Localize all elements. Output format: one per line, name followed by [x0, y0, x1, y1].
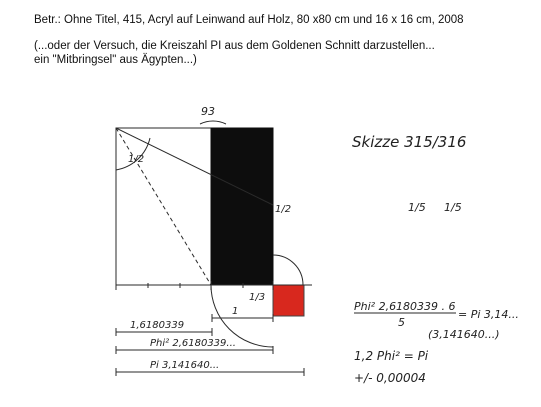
document-title: Betr.: Ohne Titel, 415, Acryl auf Leinwand auf Holz, 80 x80 cm und 16 x 16 cm, 2008	[34, 14, 464, 26]
fraction-b: 1/5	[444, 201, 462, 214]
measure-label-3: Phi² 2,6180339...	[150, 338, 236, 349]
red-square	[273, 285, 304, 316]
equation-value: (3,141640...)	[428, 328, 500, 341]
small-arc	[273, 255, 303, 285]
equation-lhs: Phi² 2,6180339 . 6	[354, 300, 456, 313]
approximation: 1,2 Phi² = Pi	[354, 349, 429, 363]
black-rectangle	[211, 128, 273, 285]
subtitle-line-2: ein "Mitbringsel" aus Ägypten...)	[34, 54, 197, 66]
label-top: 93	[201, 105, 215, 118]
equation-denominator: 5	[398, 316, 405, 329]
notes-title: Skizze 315/316	[352, 133, 467, 151]
measure-label-1: 1,6180339	[130, 320, 185, 331]
error-margin: +/- 0,00004	[354, 371, 426, 385]
equation-rhs: = Pi 3,14...	[458, 308, 519, 321]
measure-label-2: 1	[232, 306, 239, 317]
label-angle: 1/2	[128, 154, 145, 165]
fraction-a: 1/5	[408, 201, 426, 214]
top-arc	[200, 121, 226, 124]
label-right: 1/2	[275, 204, 292, 215]
measure-label-4: Pi 3,141640...	[150, 360, 220, 371]
subtitle-line-1: (...oder der Versuch, die Kreiszahl PI aus dem Goldenen Schnitt darzustellen...	[34, 40, 435, 52]
label-small: 1/3	[249, 292, 266, 303]
